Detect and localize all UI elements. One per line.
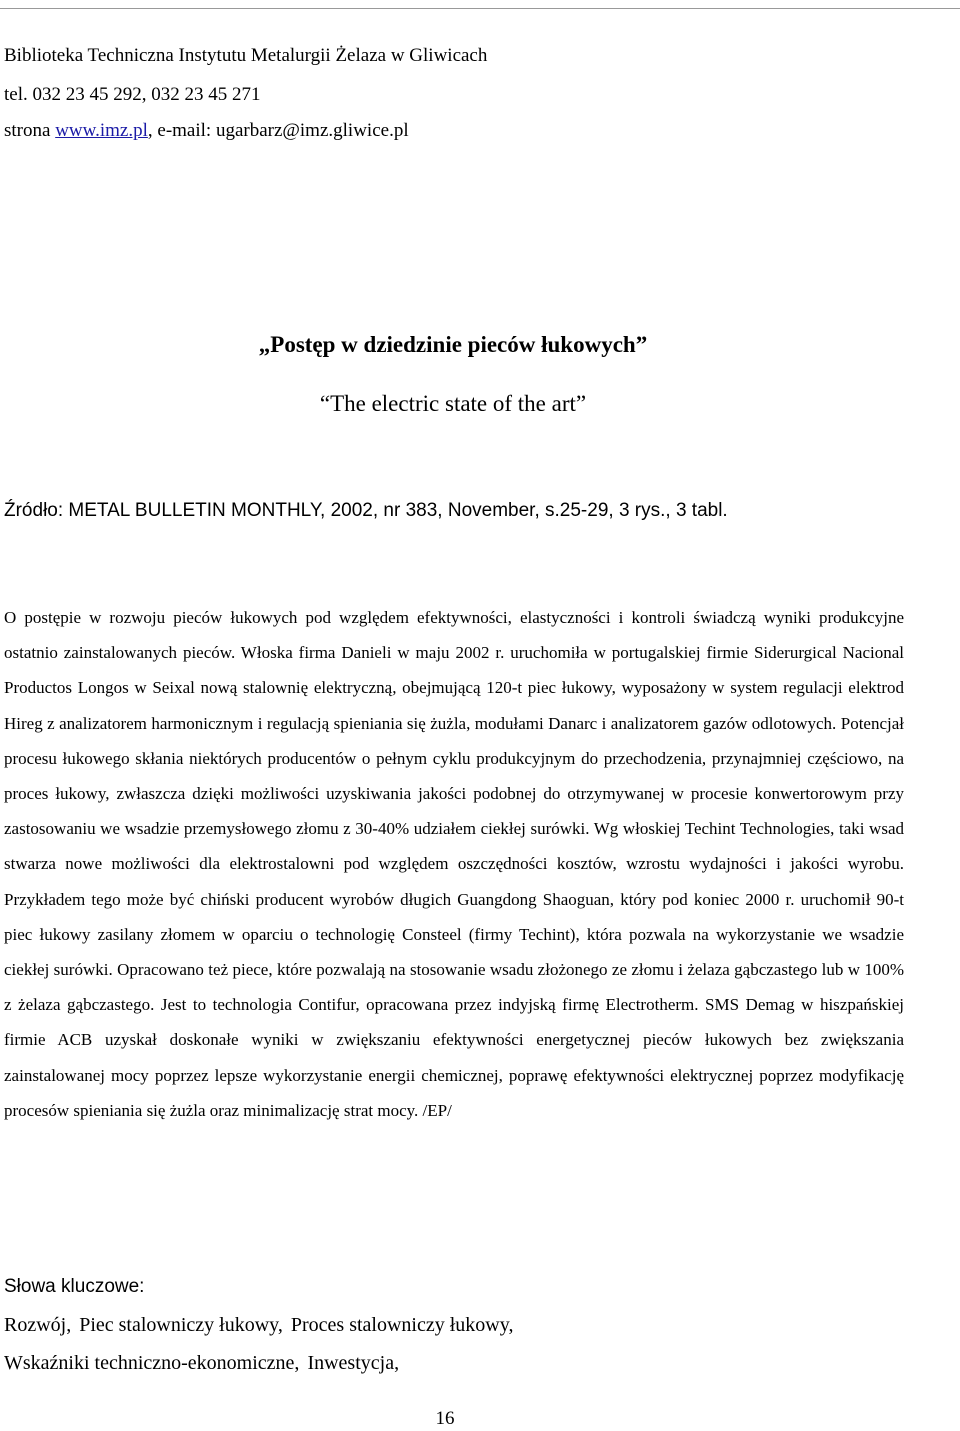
- keyword: Rozwój,: [4, 1314, 72, 1336]
- web-prefix: strona: [4, 120, 56, 141]
- article-title-polish: „Postęp w dziedzinie pieców łukowych”: [258, 332, 648, 357]
- keyword: Proces stalowniczy łukowy,: [290, 1314, 514, 1336]
- page-top-border: [0, 8, 960, 9]
- keyword: Inwestycja,: [307, 1352, 400, 1374]
- keywords-label: Słowa kluczowe:: [4, 1276, 145, 1297]
- page-number: 16: [435, 1408, 455, 1429]
- website-link[interactable]: www.imz.pl: [55, 120, 148, 141]
- library-contact: [4, 120, 409, 142]
- article-title-english: “The electric state of the art”: [319, 391, 587, 416]
- keyword: Piec stalowniczy łukowy,: [79, 1314, 283, 1336]
- email-text: , e-mail: ugarbarz@imz.gliwice.pl: [147, 120, 409, 141]
- keywords-line-1: [4, 1314, 521, 1337]
- library-name: Biblioteka Techniczna Instytutu Metalurgii Żelaza w Gliwicach: [4, 45, 488, 66]
- source-citation: Źródło: METAL BULLETIN MONTHLY, 2002, nr 383, November, s.25-29, 3 rys., 3 tabl.: [4, 500, 728, 521]
- keyword: Wskaźniki techniczno-ekonomiczne,: [4, 1352, 300, 1374]
- abstract-text: O postępie w rozwoju pieców łukowych pod względem efektywności, elastyczności i kontroli świadczą wyniki produkcyjne ostatnio zainstalowanych pieców. Włoska firma Danieli w maju 2002 r. uruchomiła w portugalskiej firmie Siderurgical Nacional Productos Longos w Seixal nową stalownię elektryczną, obejmującą 120-t piec łukowy, wyposażony w system regulacji elektrod Hireg z analizatorem harmonicznym i regulacją spieniania się żużla, modułami Danarc i analizatorem gazów odlotowych. Potencjał procesu łukowego skłania niektórych producentów o pełnym cyklu produkcyjnym do przechodzenia, przynajmniej częściowo, na proces łukowy, zwłaszcza dzięki możliwości uzyskiwania jakości podobnej do otrzymywanej w procesie konwertorowym przy zastosowaniu we wsadzie przemysłowego złomu z 30-40% udziałem ciekłej surówki. Wg włoskiej Techint Technologies, taki wsad stwarza nowe możliwości dla elektrostalowni pod względem oszczędności kosztów, wzrostu wydajności i jakości wyrobu. Przykładem tego może być chiński producent wyrobów długich Guangdong Shaoguan, który pod koniec 2000 r. uruchomił 90-t piec łukowy zasilany złomem w oparciu o technologię Consteel (firmy Techint), która pozwala na wykorzystanie we wsadzie ciekłej surówki. Opracowano też piece, które pozwalają na stosowanie wsadu złożonego ze złomu i żelaza gąbczastego lub w 100% z żelaza gąbczastego. Jest to technologia Contifur, opracowana przez indyjską firmę Electrotherm. SMS Demag w hiszpańskiej firmie ACB uzyskał doskonałe wyniki w zwiększaniu efektywności energetycznej pieców łukowych bez zwiększania zainstalowanej mocy poprzez lepsze wykorzystanie energii chemicznej, poprawę efektywności elektrycznej poprzez modyfikację procesów spieniania się żużla oraz minimalizację strat mocy. /EP/: [4, 608, 904, 1120]
- library-phone: tel. 032 23 45 292, 032 23 45 271: [4, 84, 261, 105]
- keywords-line-2: [4, 1352, 407, 1375]
